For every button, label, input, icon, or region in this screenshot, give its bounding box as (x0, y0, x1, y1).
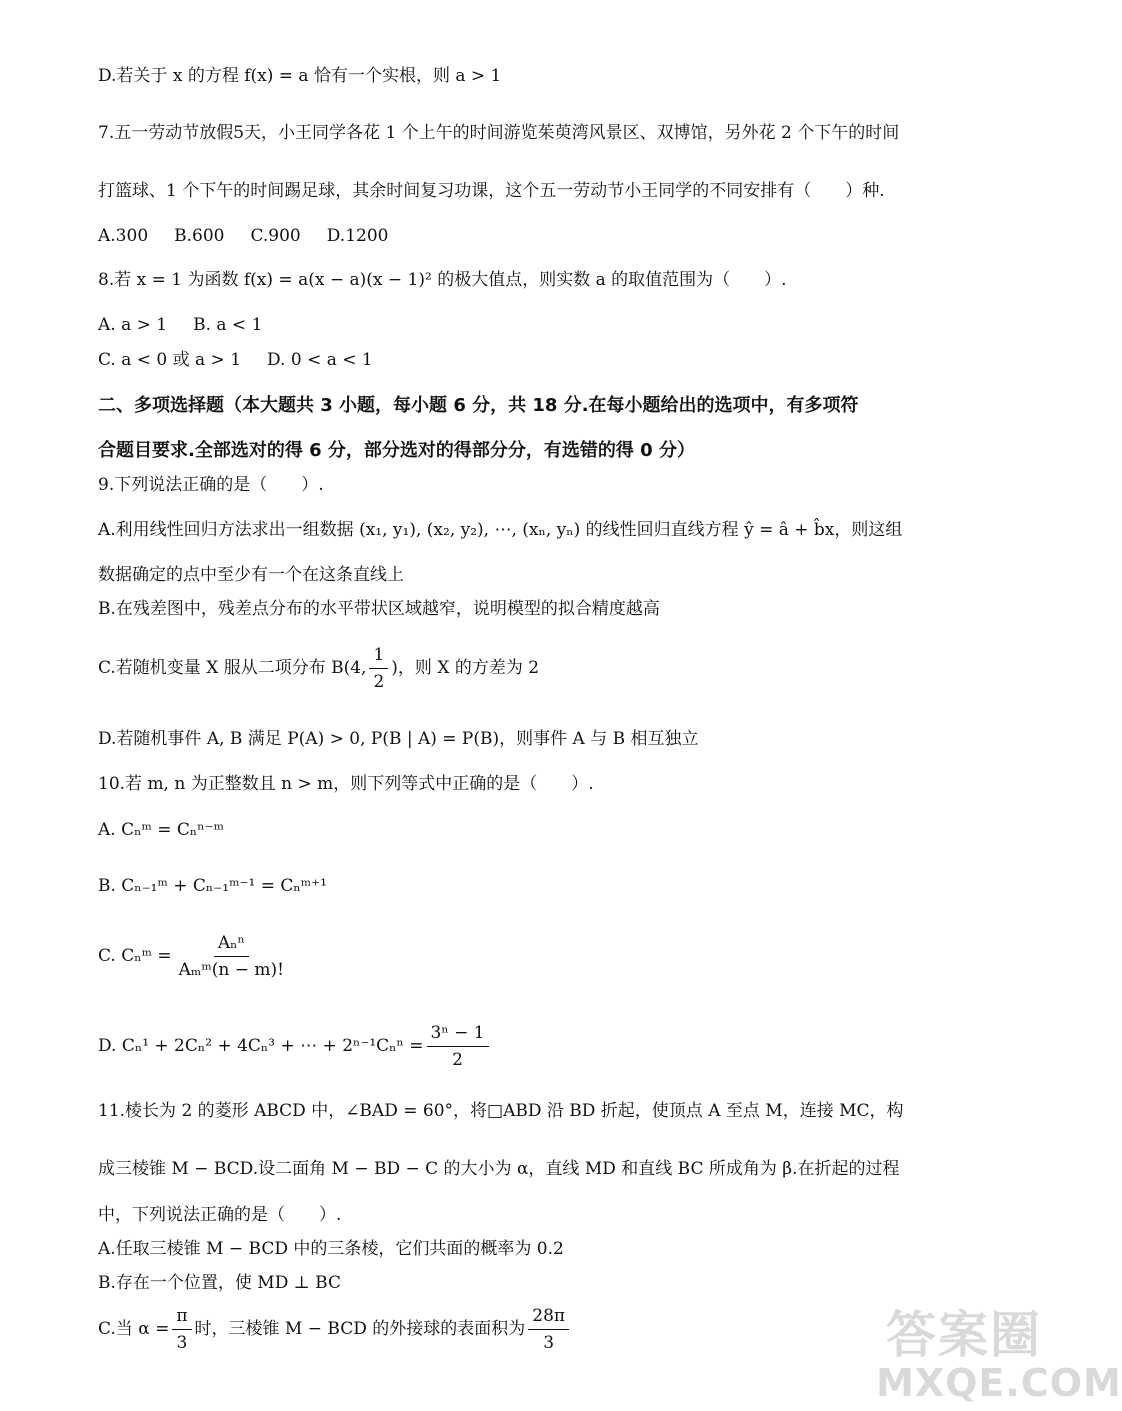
fraction-denominator: 2 (452, 1050, 463, 1070)
fraction-arrangement (175, 930, 288, 983)
fraction-numerator: Aₙⁿ (214, 930, 249, 957)
q7-option-c: C.900 (250, 226, 301, 246)
q7-option-b: B.600 (174, 226, 225, 246)
q8-option-d: D. 0 < a < 1 (267, 350, 373, 370)
fraction-area (528, 1303, 569, 1356)
fraction-numerator: π (172, 1303, 191, 1330)
fraction-denominator: 3 (543, 1333, 555, 1353)
q11-option-c-text: C.当 α = (98, 1319, 170, 1339)
q11-option-a: A.任取三棱锥 M − BCD 中的三条棱，它们共面的概率为 0.2 (98, 1239, 564, 1259)
q10-option-b: B. Cₙ₋₁ᵐ + Cₙ₋₁ᵐ⁻¹ = Cₙᵐ⁺¹ (98, 876, 327, 896)
watermark-url: MXQE.COM (876, 1361, 1122, 1405)
q11-option-b: B.存在一个位置，使 MD ⊥ BC (98, 1273, 341, 1293)
q8-option-a: A. a > 1 (98, 315, 168, 335)
q9-option-c (98, 642, 539, 695)
q8-option-b: B. a < 1 (193, 315, 263, 335)
q11-stem-line1: 11.棱长为 2 的菱形 ABCD 中，∠BAD = 60°，将□ABD 沿 BD 折起，使顶点 A 至点 M，连接 MC，构 (98, 1101, 904, 1121)
q7-stem-line2: 打篮球、1 个下午的时间踢足球，其余时间复习功课，这个五一劳动节小王同学的不同安排有（ ）种. (98, 181, 885, 201)
q11-option-c-middle: 时，三棱锥 M − BCD 的外接球的表面积为 (194, 1319, 526, 1339)
section-heading-line1: 二、多项选择题（本大题共 3 小题，每小题 6 分，共 18 分.在每小题给出的选项中，有多项符 (98, 395, 859, 416)
q9-option-c-text: C.若随机变量 X 服从二项分布 B(4, (98, 658, 367, 678)
q11-stem-line3: 中，下列说法正确的是（ ）. (98, 1205, 342, 1225)
watermark-top-text: 答案圈 (886, 1306, 1042, 1364)
fraction-denominator: 2 (373, 672, 385, 692)
q9-option-b: B.在残差图中，残差点分布的水平带状区域越窄，说明模型的拟合精度越高 (98, 599, 660, 619)
q7-option-d: D.1200 (326, 226, 389, 246)
q8-option-c: C. a < 0 或 a > 1 (98, 350, 242, 370)
fraction-denominator: 3 (176, 1333, 188, 1353)
q7-option-a: A.300 (98, 226, 149, 246)
q8-options-row2 (98, 348, 399, 372)
fraction-numerator: 1 (369, 642, 388, 669)
watermark-logo (876, 1291, 1122, 1411)
q9-option-a-line1: A.利用线性回归方法求出一组数据 (x₁, y₁), (x₂, y₂), ⋯, (xₙ, yₙ) 的线性回归直线方程 ŷ = â + b̂x，则这组 (98, 520, 903, 540)
fraction-numerator: 3ⁿ − 1 (427, 1020, 489, 1047)
q6-option-d: D.若关于 x 的方程 f(x) = a 恰有一个实根，则 a > 1 (98, 66, 502, 86)
q9-option-c-tail: )，则 X 的方差为 2 (391, 658, 540, 678)
section-heading-line2: 合题目要求.全部选对的得 6 分，部分选对的得部分分，有选错的得 0 分） (98, 440, 695, 461)
q9-option-d: D.若随机事件 A, B 满足 P(A) > 0, P(B | A) = P(B)，则事件 A 与 B 相互独立 (98, 729, 699, 749)
fraction-half (369, 642, 388, 695)
fraction-denominator: Aₘᵐ(n − m)! (178, 960, 285, 980)
q9-option-a-line2: 数据确定的点中至少有一个在这条直线上 (98, 565, 404, 585)
q11-stem-line2: 成三棱锥 M − BCD.设二面角 M − BD − C 的大小为 α，直线 MD 和直线 BC 所成角为 β.在折起的过程 (98, 1159, 900, 1179)
q8-options-row1 (98, 313, 288, 337)
q10-option-d (98, 1020, 492, 1073)
q7-stem-line1: 7.五一劳动节放假5天，小王同学各花 1 个上午的时间游览茱萸湾风景区、双博馆，另外花 2 个下午的时间 (98, 123, 900, 143)
fraction-result (427, 1020, 489, 1073)
q10-option-c (98, 930, 291, 983)
q9-stem: 9.下列说法正确的是（ ）. (98, 475, 324, 495)
fraction-alpha (172, 1303, 191, 1356)
fraction-numerator: 28π (528, 1303, 569, 1330)
q10-stem: 10.若 m, n 为正整数且 n > m，则下列等式中正确的是（ ）. (98, 774, 594, 794)
q10-option-c-text: C. Cₙᵐ = (98, 946, 172, 966)
q10-option-d-text: D. Cₙ¹ + 2Cₙ² + 4Cₙ³ + ⋯ + 2ⁿ⁻¹Cₙⁿ = (98, 1036, 424, 1056)
q8-stem: 8.若 x = 1 为函数 f(x) = a(x − a)(x − 1)² 的极大值点，则实数 a 的取值范围为（ ）. (98, 270, 787, 290)
q10-option-a: A. Cₙᵐ = Cₙⁿ⁻ᵐ (98, 820, 225, 840)
q11-option-c (98, 1303, 572, 1356)
q7-options (98, 224, 414, 248)
